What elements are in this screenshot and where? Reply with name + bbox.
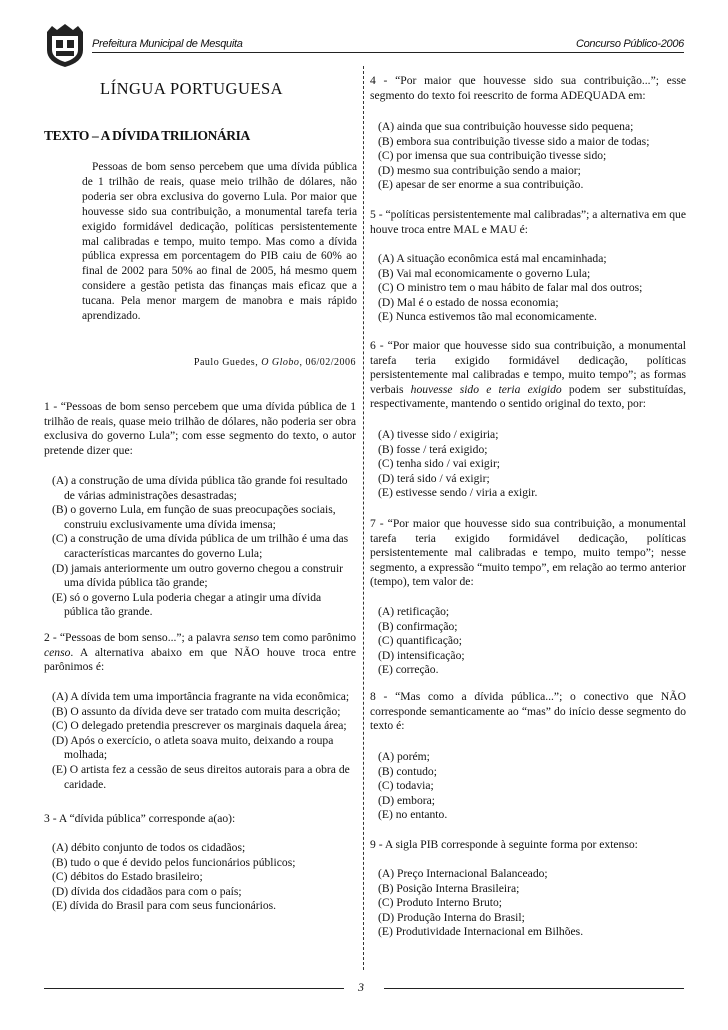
option-d[interactable]: (D) dívida dos cidadãos para com o país;	[52, 884, 242, 898]
option-b[interactable]: (B) O assunto da dívida deve ser tratado com muita descrição;	[52, 704, 341, 718]
question-4-options	[370, 120, 686, 193]
option-a[interactable]: (A) ainda que sua contribuição houvesse sido pequena;	[378, 120, 634, 133]
option-b[interactable]: (B) o governo Lula, em função de suas preocupações sociais, construiu exclusivamente uma dívida imensa;	[52, 503, 336, 531]
citation-date: , 06/02/2006	[299, 357, 356, 368]
question-1-options	[44, 474, 356, 620]
option-a[interactable]: (A) porém;	[378, 750, 430, 763]
option-b[interactable]: (B) embora sua contribuição tivesse sido a maior de todas;	[378, 134, 650, 148]
option-d[interactable]: (D) mesmo sua contribuição sendo a maior;	[378, 163, 581, 177]
question-3-options	[44, 841, 356, 914]
option-d[interactable]: (D) jamais anteriormente um outro governo chegou a construir uma dívida pública tão grande;	[52, 561, 344, 590]
passage-citation	[44, 357, 356, 368]
option-d[interactable]: (D) Mal é o estado de nossa economia;	[378, 295, 559, 309]
option-c[interactable]: (C) O delegado pretendia prescrever os marginais daquela área;	[52, 719, 347, 733]
question-6-stem	[370, 339, 686, 412]
option-d[interactable]: (D) embora;	[378, 793, 435, 807]
option-a[interactable]: (A) Preço Internacional Balanceado;	[378, 867, 548, 880]
question-2-options	[44, 690, 356, 792]
section-title: LÍNGUA PORTUGUESA	[100, 79, 284, 98]
option-e[interactable]: (E) apesar de ser enorme a sua contribuição.	[378, 178, 584, 192]
option-e[interactable]: (E) no entanto.	[378, 808, 448, 822]
header-exam-name: Concurso Público-2006	[572, 38, 684, 50]
footer-rule-right	[384, 988, 684, 989]
option-c[interactable]: (C) Produto Interno Bruto;	[378, 896, 502, 910]
citation-author: Paulo Guedes,	[193, 357, 259, 368]
option-a[interactable]: (A) A situação econômica está mal encaminhada;	[378, 252, 607, 265]
option-e[interactable]: (E) Nunca estivemos tão mal economicamente.	[378, 310, 597, 324]
option-e[interactable]: (E) O artista fez a cessão de seus direitos autorais para a obra de caridade.	[52, 762, 350, 791]
option-c[interactable]: (C) todavia;	[378, 779, 434, 793]
reading-passage	[82, 160, 357, 324]
footer-rule-left	[44, 988, 344, 989]
option-c[interactable]: (C) quantificação;	[378, 634, 463, 648]
header-rule	[92, 52, 684, 53]
question-1-stem: 1 - “Pessoas de bom senso percebem que uma dívida pública de 1 trilhão de reais, quase meio trilhão de dólares, não poderia ser obra exclusiva do governo Lula”; com esse segmento do texto, o autor pretende dizer que:	[44, 400, 356, 457]
option-e[interactable]: (E) estivesse sendo / viria a exigir.	[378, 486, 538, 500]
option-d[interactable]: (D) Produção Interna do Brasil;	[378, 910, 525, 924]
option-d[interactable]: (D) intensificação;	[378, 648, 465, 662]
q2-word-censo: censo	[44, 645, 71, 659]
passage-paragraph: Pessoas de bom senso percebem que uma dívida pública de 1 trilhão de reais, quase meio trilhão de dólares, não poderia ser obra exclusiva do governo Lula. Por maior que houvesse sido sua contribuição, a monumental tarefa teria exigido formidável dedicação, políticas persistentemente mal calibradas e tempo, muito tempo. Mas como a dívida pública expressa em porcentagem do PIB caiu de 60% ao final de 2002 para 50% ao final de 2005, há mesmo quem considere a gestão petista das finanças mais eficaz que a tucana. Pela menor margem de manobra e mais rápido aprendizado.	[82, 161, 357, 323]
q2-word-senso: senso	[233, 631, 260, 644]
question-9-stem: 9 - A sigla PIB corresponde à seguinte forma por extenso:	[370, 838, 638, 851]
q6-stem-part: podem ser substituídas, respectivamente, mantendo o sentido original do texto, por:	[370, 382, 686, 411]
option-b[interactable]: (B) tudo o que é devido pelos funcionários públicos;	[52, 855, 296, 869]
question-2-stem	[44, 631, 356, 675]
option-d[interactable]: (D) terá sido / vá exigir;	[378, 471, 490, 485]
option-b[interactable]: (B) Vai mal economicamente o governo Lula;	[378, 266, 591, 280]
option-c[interactable]: (C) tenha sido / vai exigir;	[378, 457, 501, 471]
question-6-options	[370, 428, 686, 501]
option-c[interactable]: (C) O ministro tem o mau hábito de falar mal dos outros;	[378, 281, 643, 295]
option-b[interactable]: (B) confirmação;	[378, 619, 458, 633]
question-8-options	[370, 750, 686, 823]
q6-stem-part: 6 - “Por maior que houvesse sido sua contribuição, a monumental tarefa teria exigido formidável dedicação, políticas persistentemente mal calibradas e tempo, muito tempo”; as formas verbais	[370, 339, 686, 396]
option-b[interactable]: (B) fosse / terá exigido;	[378, 442, 488, 456]
question-3-stem: 3 - A “dívida pública” corresponde a(ao):	[44, 812, 236, 825]
header-institution: Prefeitura Municipal de Mesquita	[92, 38, 247, 50]
q2-stem-part: . A alternativa abaixo em que NÃO houve troca entre parônimos é:	[44, 645, 356, 674]
option-a[interactable]: (A) a construção de uma dívida pública tão grande foi resultado de várias administrações desastradas;	[52, 474, 348, 502]
option-a[interactable]: (A) retificação;	[378, 605, 450, 618]
question-8-stem: 8 - “Mas como a dívida pública...”; o conectivo que NÃO corresponde semanticamente ao “mas” do início desse segmento do texto é:	[370, 690, 686, 733]
option-c[interactable]: (C) débitos do Estado brasileiro;	[52, 870, 203, 884]
option-e[interactable]: (E) só o governo Lula poderia chegar a atingir uma dívida pública tão grande.	[52, 590, 322, 619]
page-number: 3	[358, 980, 364, 994]
text-title: TEXTO – A DÍVIDA TRILIONÁRIA	[44, 128, 250, 143]
option-e[interactable]: (E) dívida do Brasil para com seus funcionários.	[52, 899, 277, 913]
option-b[interactable]: (B) contudo;	[378, 764, 437, 778]
question-4-stem: 4 - “Por maior que houvesse sido sua contribuição...”; esse segmento do texto foi reescrito de forma ADEQUADA em:	[370, 74, 686, 102]
option-e[interactable]: (E) correção.	[378, 663, 439, 677]
option-d[interactable]: (D) Após o exercício, o atleta soava muito, deixando a roupa molhada;	[52, 733, 334, 762]
option-a[interactable]: (A) tivesse sido / exigiria;	[378, 428, 499, 441]
question-7-stem: 7 - “Por maior que houvesse sido sua contribuição, a monumental tarefa teria exigido formidável dedicação, políticas persistentemente mal calibradas e tempo, muito tempo”; nesse segmento, a expressão “muito tempo”, em relação ao termo anterior (tempo), tem valor de:	[370, 517, 686, 589]
question-7-options	[370, 605, 686, 678]
question-9-options	[370, 867, 686, 940]
q6-verb-forms: houvesse sido e teria exigido	[410, 382, 562, 396]
option-a[interactable]: (A) A dívida tem uma importância fragrante na vida econômica;	[52, 690, 350, 703]
municipal-coat-of-arms-icon	[44, 22, 86, 68]
q2-stem-part: 2 - “Pessoas de bom senso...”; a palavra	[44, 631, 234, 644]
question-5-stem: 5 - “políticas persistentemente mal calibradas”; a alternativa em que houve troca entre MAL e MAU é:	[370, 208, 686, 236]
option-b[interactable]: (B) Posição Interna Brasileira;	[378, 881, 520, 895]
option-c[interactable]: (C) por imensa que sua contribuição tivesse sido;	[378, 149, 607, 163]
q2-stem-part: tem como parônimo	[259, 631, 356, 644]
citation-source: O Globo	[261, 357, 300, 368]
option-a[interactable]: (A) débito conjunto de todos os cidadãos;	[52, 841, 246, 854]
option-c[interactable]: (C) a construção de uma dívida pública de um trilhão é uma das características marcantes do governo Lula;	[52, 532, 349, 560]
column-divider	[363, 66, 364, 970]
question-5-options	[370, 252, 686, 325]
option-e[interactable]: (E) Produtividade Internacional em Bilhões.	[378, 925, 584, 939]
